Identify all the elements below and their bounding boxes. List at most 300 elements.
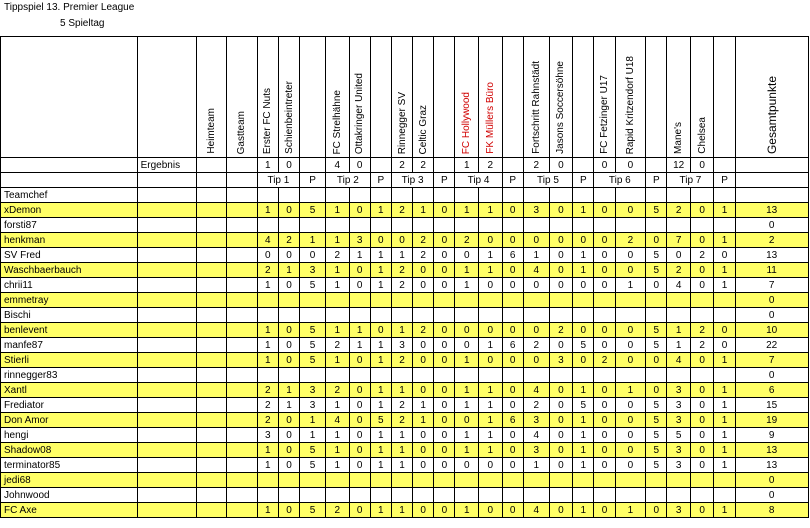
tip-value [549,308,573,323]
tip-value [690,218,714,233]
tip-value: 0 [667,248,691,263]
tip-value: 1 [479,203,503,218]
tip-value: 0 [278,443,299,458]
tip-value: 1 [326,428,350,443]
tip-value: 3 [667,383,691,398]
tip-value [549,368,573,383]
player-row [1,323,809,338]
tip-value: 0 [594,278,615,293]
tip-value: 3 [667,413,691,428]
tip-value [370,293,391,308]
tip-value: 1 [326,263,350,278]
tip-value [278,218,299,233]
tip-value: 0 [714,338,735,353]
tip-value: 0 [690,443,714,458]
tip-value: 0 [502,503,523,518]
tip-value: 2 [523,338,549,353]
player-name: xDemon [1,203,138,218]
tip-value: 3 [300,383,326,398]
tip-value [391,488,412,503]
tip-value: 1 [257,353,278,368]
points-label: P [434,173,455,188]
player-name: Xantl [1,383,138,398]
tip-value [646,368,667,383]
tip-value: 1 [370,428,391,443]
tip-value [502,473,523,488]
tip-value: 0 [594,443,615,458]
tip-value: 0 [413,458,434,473]
tip-value: 1 [370,443,391,458]
tip-value: 1 [455,263,479,278]
tip-value: 2 [413,248,434,263]
tip-value: 1 [523,458,549,473]
tip-value: 1 [370,458,391,473]
tip-value [434,218,455,233]
player-name: Waschbaerbauch [1,263,138,278]
points-label: P [646,173,667,188]
player-name: hengi [1,428,138,443]
tip-value: 1 [391,503,412,518]
team-header-13 [549,37,573,158]
tip-value: 3 [300,398,326,413]
tip-value: 0 [615,413,646,428]
tip-value: 0 [479,353,503,368]
total-points: 19 [735,413,808,428]
tip-value: 4 [667,278,691,293]
team-header-9-label: FC Hollywood [461,91,473,154]
tip-value: 0 [594,263,615,278]
blank-cell [391,188,412,203]
tip-value: 0 [714,248,735,263]
tip-value: 0 [646,353,667,368]
ergebnis-value: 0 [615,158,646,173]
ergebnis-value: 1 [455,158,479,173]
blank-cell [137,293,196,308]
tip-value: 2 [455,233,479,248]
tip-value [257,368,278,383]
tip-value [326,293,350,308]
tip-value [413,488,434,503]
tip-value [714,488,735,503]
tip-value [714,308,735,323]
tip-value: 5 [300,503,326,518]
tip-value: 1 [455,203,479,218]
player-name: benlevent [1,323,138,338]
tip-value: 0 [549,233,573,248]
tip-value [300,488,326,503]
tip-value: 1 [714,233,735,248]
tip-value: 4 [523,383,549,398]
tip-value [690,308,714,323]
ergebnis-value [502,158,523,173]
blank-cell [667,188,691,203]
tip-value [349,293,370,308]
tip-value [573,473,594,488]
tip-value [549,218,573,233]
tip-value: 4 [523,263,549,278]
tip-value: 1 [326,203,350,218]
ergebnis-value: 2 [413,158,434,173]
blank-cell [196,323,227,338]
tip-value [413,473,434,488]
tip-value: 0 [690,383,714,398]
tip-value: 1 [573,443,594,458]
tip-label: Tip 6 [594,173,646,188]
tip-value [615,308,646,323]
blank-cell [196,203,227,218]
tip-value: 2 [391,203,412,218]
tip-value: 0 [434,323,455,338]
total-points: 0 [735,218,808,233]
tip-value: 0 [594,428,615,443]
tip-value: 2 [391,278,412,293]
tip-value [615,218,646,233]
blank-cell [227,338,258,353]
team-header-15-label: FC Fetzinger U17 [599,75,610,154]
total-points: 7 [735,278,808,293]
tip-value [646,218,667,233]
blank-cell [326,188,350,203]
tip-value: 0 [502,278,523,293]
tip-value: 6 [502,248,523,263]
tip-value: 1 [455,428,479,443]
tip-value [502,218,523,233]
tip-value: 0 [549,338,573,353]
team-header-6-label: Rinnegger SV [396,91,408,154]
blank-cell [196,488,227,503]
blank-cell [227,293,258,308]
ergebnis-label: Ergebnis [137,158,196,173]
tip-value: 0 [690,428,714,443]
blank-cell [196,413,227,428]
tip-label: Tip 2 [326,173,371,188]
gesamtpunkte-header [735,37,808,158]
total-points: 22 [735,338,808,353]
tip-value: 0 [434,278,455,293]
team-header-13-label: Jasons Soccersöhne [555,61,567,154]
tip-value: 1 [615,278,646,293]
tip-value: 1 [667,323,691,338]
tip-value: 0 [646,233,667,248]
tip-value: 2 [549,323,573,338]
tip-label: Tip 3 [391,173,433,188]
tip-value [615,293,646,308]
tip-value: 1 [370,503,391,518]
tip-value: 0 [549,443,573,458]
tip-value [502,368,523,383]
blank-cell [370,188,391,203]
tip-value: 0 [455,338,479,353]
tip-value: 1 [413,413,434,428]
blank-cell [1,158,138,173]
tip-value: 1 [714,428,735,443]
blank-cell [137,218,196,233]
tip-value [326,488,350,503]
team-header-3-label: FC Strelhähne [331,89,343,154]
tip-value: 1 [370,278,391,293]
tip-value [349,368,370,383]
tip-value: 1 [667,338,691,353]
team-header-1 [278,37,299,158]
tip-value: 6 [502,413,523,428]
tip-value [349,218,370,233]
tip-value: 1 [714,458,735,473]
tip-value: 1 [349,338,370,353]
tip-value: 1 [326,278,350,293]
tip-value: 4 [326,413,350,428]
total-points: 2 [735,233,808,248]
tip-value: 2 [257,413,278,428]
tip-value: 1 [714,353,735,368]
tip-value: 0 [646,503,667,518]
gastteam-header-label: Gastteam [236,110,248,154]
tip-value: 3 [667,443,691,458]
blank-cell [137,353,196,368]
tip-value: 0 [370,233,391,248]
tip-value: 0 [573,323,594,338]
team-header-3 [326,37,350,158]
points-label: P [502,173,523,188]
tip-value [502,488,523,503]
player-row [1,368,809,383]
tip-value: 0 [573,353,594,368]
blank-cell [196,428,227,443]
team-header-19-label: Chelsea [696,117,708,154]
total-points: 6 [735,383,808,398]
player-row [1,338,809,353]
blank-cell [1,173,138,188]
player-row [1,503,809,518]
team-header-18 [667,37,691,158]
tip-value: 0 [455,323,479,338]
player-name: Johnwood [1,488,138,503]
tip-value: 1 [370,398,391,413]
tip-value: 1 [257,323,278,338]
tip-value: 1 [349,323,370,338]
tip-value: 1 [326,233,350,248]
tip-value: 2 [391,353,412,368]
tip-value [413,293,434,308]
blank-cell [196,158,227,173]
blank-cell [227,413,258,428]
tip-value: 0 [549,428,573,443]
tip-value: 0 [549,383,573,398]
tip-value [300,293,326,308]
team-header-4 [349,37,370,158]
ergebnis-value: 1 [257,158,278,173]
blank-cell [349,188,370,203]
tip-value: 3 [300,263,326,278]
tip-value: 3 [523,203,549,218]
tip-value: 1 [370,263,391,278]
ergebnis-value [573,158,594,173]
blank-cell [196,233,227,248]
tip-value: 5 [300,203,326,218]
player-name: manfe87 [1,338,138,353]
tip-value: 1 [455,398,479,413]
team-header-11 [502,37,523,158]
blank-cell [735,173,808,188]
tip-value: 1 [413,203,434,218]
tip-value: 0 [479,503,503,518]
tip-value: 1 [615,383,646,398]
tip-value [714,218,735,233]
tip-value: 1 [455,353,479,368]
tip-value: 5 [300,323,326,338]
tip-value: 5 [646,428,667,443]
tip-value: 0 [690,398,714,413]
tip-value [455,488,479,503]
player-name: Stierli [1,353,138,368]
tip-value: 0 [434,383,455,398]
tip-value: 1 [573,458,594,473]
tip-value: 2 [257,263,278,278]
total-points: 13 [735,248,808,263]
tip-value [349,473,370,488]
tip-value: 2 [615,233,646,248]
team-header-9 [455,37,479,158]
tip-value: 0 [502,323,523,338]
tip-value: 0 [502,233,523,248]
tip-value: 1 [573,413,594,428]
tip-value: 1 [479,428,503,443]
blank-cell [594,188,615,203]
tip-value: 0 [549,248,573,263]
tip-value [573,368,594,383]
blank-cell [227,158,258,173]
tip-value [278,308,299,323]
tip-value: 0 [573,233,594,248]
tip-value [549,488,573,503]
tip-value: 0 [434,353,455,368]
tip-value: 0 [434,428,455,443]
tip-value: 5 [573,398,594,413]
tip-value: 1 [278,383,299,398]
blank-cell [196,443,227,458]
tip-value: 0 [278,203,299,218]
tip-value [615,473,646,488]
tip-value: 0 [690,233,714,248]
tip-value: 0 [573,278,594,293]
heimteam-header-label: Heimteam [205,108,217,154]
tip-value [349,308,370,323]
ergebnis-value [370,158,391,173]
tip-value: 1 [326,353,350,368]
tip-value: 1 [455,503,479,518]
blank-cell [196,458,227,473]
tip-value: 1 [370,248,391,263]
tip-value: 2 [413,233,434,248]
tip-value: 0 [502,383,523,398]
player-name: Don Amor [1,413,138,428]
tip-label: Tip 1 [257,173,299,188]
gastteam-header [227,37,258,158]
team-header-17 [646,37,667,158]
tip-value: 1 [479,398,503,413]
blank-cell [137,473,196,488]
teamchef-row [1,188,809,203]
tip-value: 0 [690,278,714,293]
blank-cell [196,368,227,383]
tip-value: 0 [434,248,455,263]
team-header-0-label: Erster FC Nuts [262,87,274,154]
player-name: jedi68 [1,473,138,488]
tip-value [434,308,455,323]
tip-value: 1 [479,443,503,458]
tip-value: 5 [667,428,691,443]
blank-cell [615,188,646,203]
player-name: Bischi [1,308,138,323]
tip-value [690,473,714,488]
tip-value: 5 [646,203,667,218]
tip-value: 1 [370,203,391,218]
ergebnis-value: 2 [523,158,549,173]
tip-value: 0 [523,233,549,248]
blank-cell [479,188,503,203]
tip-value: 5 [646,398,667,413]
tip-value: 0 [549,413,573,428]
blank-cell [196,218,227,233]
blank-cell [227,383,258,398]
tip-value: 1 [370,353,391,368]
blank-cell [413,188,434,203]
tip-value: 0 [278,428,299,443]
blank-cell [196,398,227,413]
tip-value: 0 [434,443,455,458]
tip-value [370,473,391,488]
tip-value: 1 [370,383,391,398]
tip-value: 3 [523,443,549,458]
tip-value: 0 [549,278,573,293]
blank-cell [196,173,227,188]
tip-value: 4 [523,503,549,518]
tip-value: 0 [594,383,615,398]
player-row [1,233,809,248]
blank-cell [278,188,299,203]
tip-value: 1 [391,443,412,458]
blank-cell [137,188,196,203]
tip-value: 5 [646,323,667,338]
tip-value: 0 [278,503,299,518]
team-header-4-label: Ottakringer United [354,72,366,154]
blank-cell [227,428,258,443]
tip-value: 3 [667,398,691,413]
tip-value: 0 [278,338,299,353]
tip-value [479,308,503,323]
blank-cell [227,203,258,218]
team-header-16 [615,37,646,158]
blank-cell [137,323,196,338]
corner-cell [137,37,196,158]
blank-cell [455,188,479,203]
ergebnis-value: 2 [479,158,503,173]
tip-value [479,368,503,383]
total-points: 0 [735,473,808,488]
tip-value: 2 [690,338,714,353]
ergebnis-value: 0 [690,158,714,173]
tip-value: 5 [646,248,667,263]
tip-value: 1 [479,338,503,353]
blank-cell [227,488,258,503]
tip-value: 0 [278,458,299,473]
tip-value [434,488,455,503]
tip-value: 0 [278,323,299,338]
blank-cell [137,203,196,218]
team-header-5 [370,37,391,158]
tip-value: 1 [278,398,299,413]
sheet-title: Tippspiel 13. Premier League [4,2,135,13]
ergebnis-value: 0 [278,158,299,173]
